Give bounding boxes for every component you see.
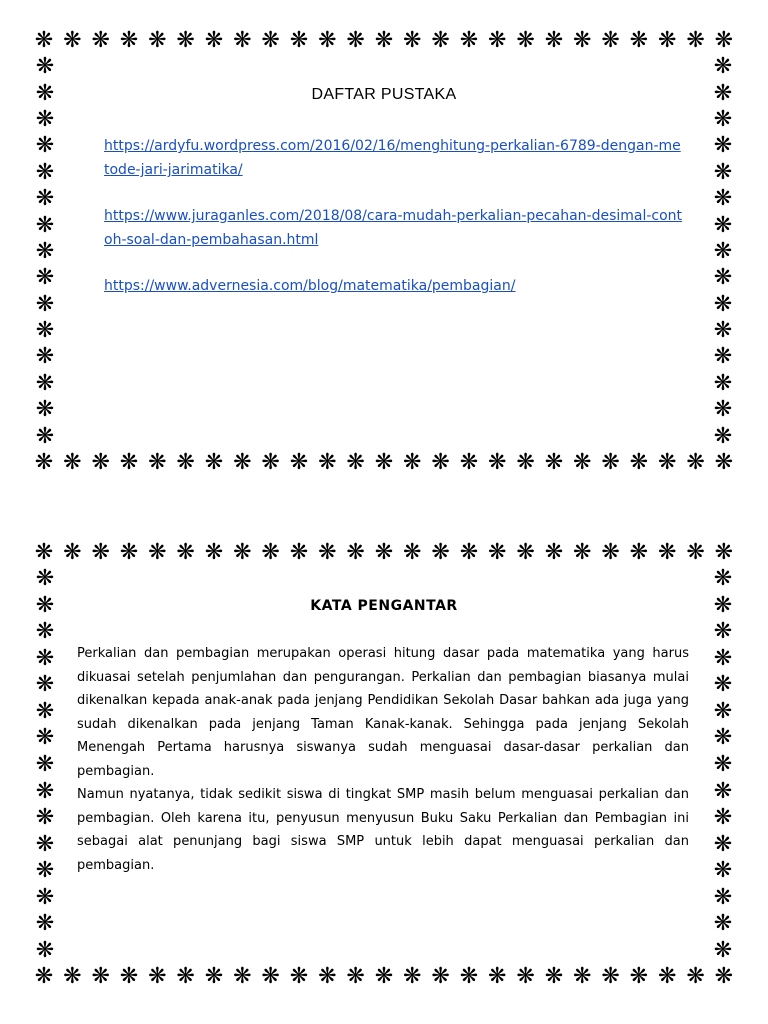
ornament-icon: ❋ xyxy=(35,592,55,618)
ornament-icon: ❋ xyxy=(318,28,337,53)
ornament-icon: ❋ xyxy=(35,884,55,910)
ornament-icon: ❋ xyxy=(119,964,139,989)
ornament-icon: ❋ xyxy=(35,186,55,212)
ornament-icon: ❋ xyxy=(374,450,394,475)
ornament-icon: ❋ xyxy=(713,672,733,698)
ornament-icon: ❋ xyxy=(63,28,82,53)
ornament-icon: ❋ xyxy=(318,964,337,989)
ornament-icon: ❋ xyxy=(516,28,535,53)
ornament-icon: ❋ xyxy=(374,964,394,989)
ornament-icon: ❋ xyxy=(713,423,733,449)
ornament-icon: ❋ xyxy=(403,450,422,475)
ornament-icon: ❋ xyxy=(35,911,55,937)
ornament-icon: ❋ xyxy=(431,964,450,989)
ornament-icon: ❋ xyxy=(35,106,55,132)
ornament-icon: ❋ xyxy=(176,964,195,989)
ornament-icon: ❋ xyxy=(35,751,55,777)
ornament-icon: ❋ xyxy=(686,964,705,989)
ornament-icon: ❋ xyxy=(35,133,55,159)
ornament-icon: ❋ xyxy=(35,645,55,671)
ornament-icon: ❋ xyxy=(459,450,479,475)
ornament-icon: ❋ xyxy=(346,28,365,53)
ornament-icon: ❋ xyxy=(713,725,733,751)
ornament-icon: ❋ xyxy=(544,28,564,53)
ornament-icon: ❋ xyxy=(601,540,620,565)
ornament-border-left xyxy=(32,566,58,964)
ornament-icon: ❋ xyxy=(35,291,55,317)
ornament-icon: ❋ xyxy=(713,645,733,671)
ornament-icon: ❋ xyxy=(204,540,224,565)
ornament-border-bottom xyxy=(32,450,736,476)
ornament-icon: ❋ xyxy=(573,450,592,475)
ornament-icon: ❋ xyxy=(403,964,422,989)
ornament-icon: ❋ xyxy=(544,540,564,565)
ornament-icon: ❋ xyxy=(713,751,733,777)
ornament-icon: ❋ xyxy=(403,28,422,53)
ornament-icon: ❋ xyxy=(713,133,733,159)
ornament-icon: ❋ xyxy=(686,450,705,475)
ornament-icon: ❋ xyxy=(233,28,252,53)
ornament-icon: ❋ xyxy=(204,450,224,475)
ornament-icon: ❋ xyxy=(35,397,55,423)
ornament-icon: ❋ xyxy=(35,858,55,884)
ornament-icon: ❋ xyxy=(713,80,733,106)
ornament-icon: ❋ xyxy=(35,344,55,370)
ornament-icon: ❋ xyxy=(658,450,677,475)
ornament-icon: ❋ xyxy=(35,778,55,804)
ornament-icon: ❋ xyxy=(318,540,337,565)
ornament-icon: ❋ xyxy=(713,566,733,592)
ornament-icon: ❋ xyxy=(148,540,167,565)
ornament-border-top xyxy=(32,28,736,54)
reference-link[interactable]: https://ardyfu.wordpress.com/2016/02/16/menghitung-perkalian-6789-dengan-metode-jari-jarimatika/ xyxy=(104,138,681,178)
ornament-icon: ❋ xyxy=(713,937,733,963)
ornament-icon: ❋ xyxy=(261,28,280,53)
ornament-icon: ❋ xyxy=(601,28,620,53)
ornament-icon: ❋ xyxy=(713,318,733,344)
ornament-icon: ❋ xyxy=(713,698,733,724)
ornament-icon: ❋ xyxy=(459,540,479,565)
ornament-icon: ❋ xyxy=(176,540,195,565)
ornament-icon: ❋ xyxy=(34,964,54,989)
ornament-icon: ❋ xyxy=(488,28,507,53)
ornament-icon: ❋ xyxy=(35,566,55,592)
ornament-border-left xyxy=(32,54,58,450)
ornament-icon: ❋ xyxy=(35,725,55,751)
daftar-pustaka-title: DAFTAR PUSTAKA xyxy=(311,86,457,103)
ornament-icon: ❋ xyxy=(289,964,309,989)
ornament-icon: ❋ xyxy=(713,619,733,645)
ornament-icon: ❋ xyxy=(35,937,55,963)
ornament-icon: ❋ xyxy=(459,28,479,53)
ornament-icon: ❋ xyxy=(713,54,733,80)
paragraph: Namun nyatanya, tidak sedikit siswa di tingkat SMP masih belum menguasai perkalian dan pembagian. Oleh karena itu, penyusun menyusun Buku Saku Perkalian dan Pembagian ini sebagai alat penunjang bagi siswa SMP untuk lebih dapat menguasai perkalian dan pembagian. xyxy=(77,787,689,873)
ornament-icon: ❋ xyxy=(488,964,507,989)
ornament-icon: ❋ xyxy=(289,28,309,53)
ornament-icon: ❋ xyxy=(35,54,55,80)
ornament-icon: ❋ xyxy=(35,619,55,645)
ornament-icon: ❋ xyxy=(573,28,592,53)
ornament-icon: ❋ xyxy=(289,540,309,565)
ornament-icon: ❋ xyxy=(431,28,450,53)
ornament-icon: ❋ xyxy=(573,964,592,989)
ornament-icon: ❋ xyxy=(35,238,55,264)
ornament-icon: ❋ xyxy=(176,450,195,475)
ornament-icon: ❋ xyxy=(713,858,733,884)
ornament-icon: ❋ xyxy=(289,450,309,475)
ornament-icon: ❋ xyxy=(601,964,620,989)
ornament-icon: ❋ xyxy=(488,450,507,475)
ornament-icon: ❋ xyxy=(713,291,733,317)
ornament-icon: ❋ xyxy=(34,540,54,565)
ornament-icon: ❋ xyxy=(35,698,55,724)
ornament-icon: ❋ xyxy=(714,450,734,475)
ornament-icon: ❋ xyxy=(713,212,733,238)
ornament-icon: ❋ xyxy=(431,540,450,565)
ornament-icon: ❋ xyxy=(629,28,649,53)
ornament-icon: ❋ xyxy=(34,28,54,53)
ornament-icon: ❋ xyxy=(714,964,734,989)
ornament-icon: ❋ xyxy=(119,450,139,475)
ornament-icon: ❋ xyxy=(573,540,592,565)
reference-link[interactable]: https://www.juraganles.com/2018/08/cara-mudah-perkalian-pecahan-desimal-contoh-soal-dan-pembahasan.html xyxy=(104,208,683,248)
ornament-icon: ❋ xyxy=(516,964,535,989)
ornament-icon: ❋ xyxy=(63,450,82,475)
ornament-icon: ❋ xyxy=(91,540,110,565)
ornament-icon: ❋ xyxy=(713,778,733,804)
ornament-icon: ❋ xyxy=(713,106,733,132)
ornament-icon: ❋ xyxy=(91,28,110,53)
ornament-icon: ❋ xyxy=(431,450,450,475)
ornament-icon: ❋ xyxy=(204,964,224,989)
ornament-border-right xyxy=(710,54,736,450)
ornament-icon: ❋ xyxy=(346,540,365,565)
ornament-icon: ❋ xyxy=(261,540,280,565)
ornament-icon: ❋ xyxy=(63,964,82,989)
ornament-icon: ❋ xyxy=(148,964,167,989)
ornament-icon: ❋ xyxy=(714,540,734,565)
ornament-icon: ❋ xyxy=(233,964,252,989)
ornament-icon: ❋ xyxy=(233,450,252,475)
ornament-border-bottom xyxy=(32,964,736,990)
ornament-icon: ❋ xyxy=(261,964,280,989)
ornament-icon: ❋ xyxy=(713,592,733,618)
ornament-icon: ❋ xyxy=(148,450,167,475)
ornament-icon: ❋ xyxy=(119,540,139,565)
ornament-icon: ❋ xyxy=(544,450,564,475)
ornament-icon: ❋ xyxy=(233,540,252,565)
ornament-icon: ❋ xyxy=(35,318,55,344)
ornament-icon: ❋ xyxy=(35,159,55,185)
ornament-icon: ❋ xyxy=(204,28,224,53)
ornament-icon: ❋ xyxy=(403,540,422,565)
ornament-icon: ❋ xyxy=(119,28,139,53)
paragraph: Perkalian dan pembagian merupakan operasi hitung dasar pada matematika yang harus dikuasai setelah penjumlahan dan pengurangan. Perkalian dan pembagian biasanya mulai dikenalkan kepada anak-anak pada jenjang Pendidikan Sekolah Dasar bahkan ada juga yang sudah dikenalkan pada jenjang Taman Kanak-kanak. Sehingga pada jenjang Sekolah Menengah Pertama harusnya siswanya sudah menguasai dasar-dasar perkalian dan pembagian. xyxy=(77,646,689,779)
ornament-icon: ❋ xyxy=(713,397,733,423)
ornament-icon: ❋ xyxy=(374,28,394,53)
reference-link[interactable]: https://www.advernesia.com/blog/matematika/pembagian/ xyxy=(104,278,516,294)
ornament-icon: ❋ xyxy=(261,450,280,475)
ornament-icon: ❋ xyxy=(713,911,733,937)
ornament-icon: ❋ xyxy=(488,540,507,565)
ornament-icon: ❋ xyxy=(686,28,705,53)
kata-pengantar-frame xyxy=(32,540,736,990)
kata-pengantar-title: KATA PENGANTAR xyxy=(310,598,458,614)
ornament-icon: ❋ xyxy=(544,964,564,989)
ornament-icon: ❋ xyxy=(713,884,733,910)
ornament-icon: ❋ xyxy=(516,450,535,475)
ornament-icon: ❋ xyxy=(629,964,649,989)
ornament-icon: ❋ xyxy=(713,186,733,212)
ornament-icon: ❋ xyxy=(34,450,54,475)
ornament-icon: ❋ xyxy=(35,672,55,698)
ornament-icon: ❋ xyxy=(91,450,110,475)
ornament-icon: ❋ xyxy=(35,423,55,449)
ornament-icon: ❋ xyxy=(601,450,620,475)
ornament-icon: ❋ xyxy=(713,805,733,831)
ornament-icon: ❋ xyxy=(35,370,55,396)
ornament-icon: ❋ xyxy=(176,28,195,53)
ornament-icon: ❋ xyxy=(713,265,733,291)
ornament-icon: ❋ xyxy=(35,805,55,831)
ornament-icon: ❋ xyxy=(713,831,733,857)
daftar-pustaka-frame xyxy=(32,28,736,476)
ornament-icon: ❋ xyxy=(713,159,733,185)
ornament-icon: ❋ xyxy=(346,450,365,475)
ornament-icon: ❋ xyxy=(713,344,733,370)
ornament-icon: ❋ xyxy=(63,540,82,565)
ornament-icon: ❋ xyxy=(35,831,55,857)
ornament-icon: ❋ xyxy=(658,964,677,989)
ornament-icon: ❋ xyxy=(658,540,677,565)
ornament-icon: ❋ xyxy=(35,212,55,238)
ornament-icon: ❋ xyxy=(35,80,55,106)
ornament-border-top xyxy=(32,540,736,566)
ornament-icon: ❋ xyxy=(629,450,649,475)
ornament-icon: ❋ xyxy=(91,964,110,989)
ornament-icon: ❋ xyxy=(35,265,55,291)
ornament-icon: ❋ xyxy=(713,370,733,396)
ornament-icon: ❋ xyxy=(714,28,734,53)
ornament-icon: ❋ xyxy=(148,28,167,53)
ornament-icon: ❋ xyxy=(374,540,394,565)
ornament-icon: ❋ xyxy=(459,964,479,989)
ornament-icon: ❋ xyxy=(318,450,337,475)
ornament-icon: ❋ xyxy=(516,540,535,565)
ornament-icon: ❋ xyxy=(713,238,733,264)
ornament-border-right xyxy=(710,566,736,964)
ornament-icon: ❋ xyxy=(346,964,365,989)
ornament-icon: ❋ xyxy=(686,540,705,565)
ornament-icon: ❋ xyxy=(658,28,677,53)
ornament-icon: ❋ xyxy=(629,540,649,565)
